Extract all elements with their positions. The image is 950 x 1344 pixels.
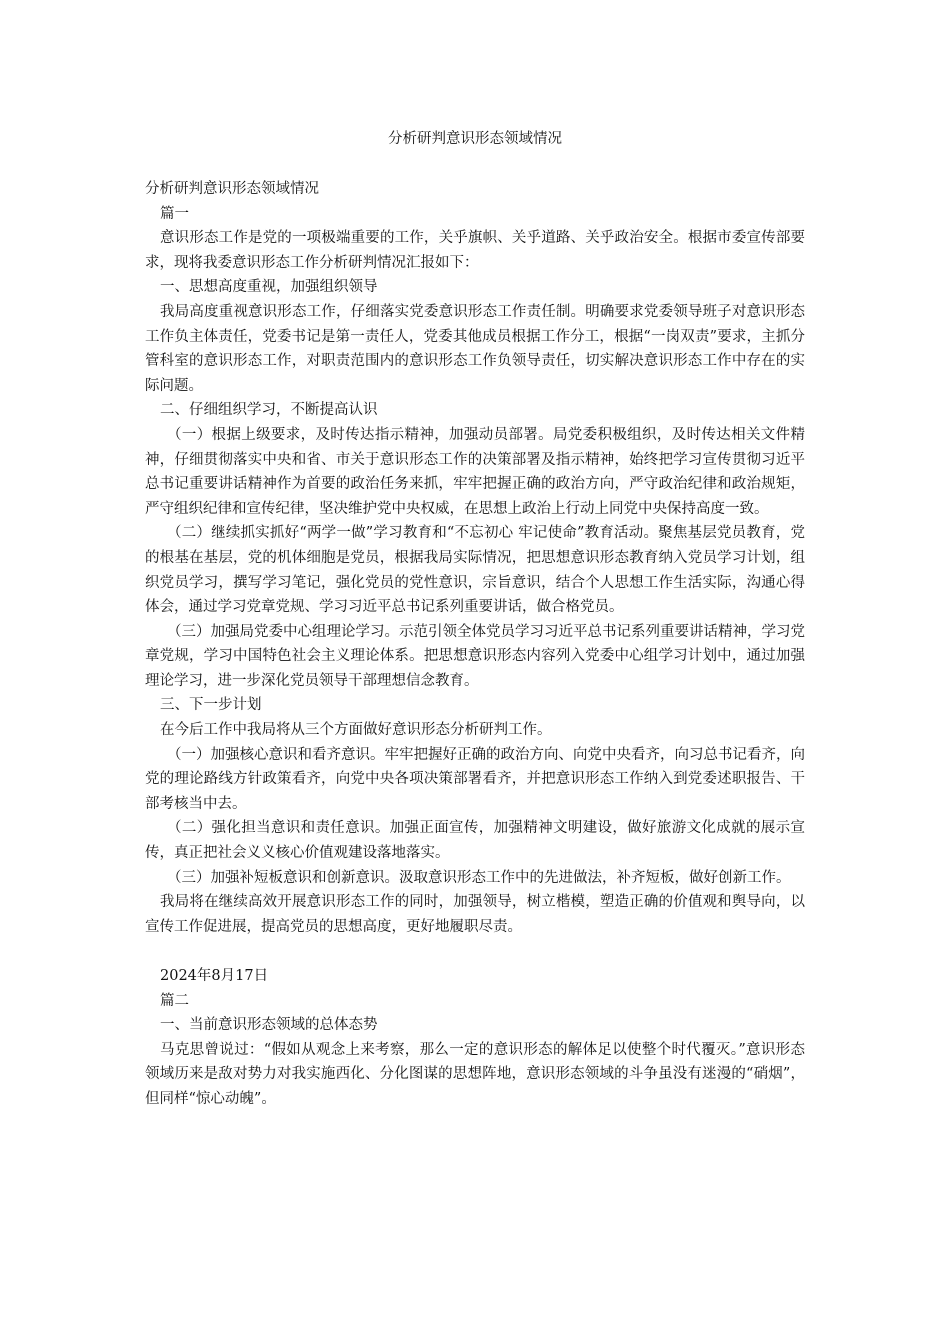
document-date: 2024年8月17日 [160, 968, 269, 984]
document-body [145, 177, 805, 1112]
section-heading: 二、仔细组织学习，不断提高认识 [160, 402, 378, 419]
paragraph: 马克思曾说过：“假如从观念上来考察，那么一定的意识形态的解体足以使整个时代覆灭。”意识形态领域历来是敌对势力对我实施西化、分化图谋的思想阵地，意识形态领域的斗争虽没有迷漫的“硝烟”，但同样“惊心动魄”。 [145, 1041, 805, 1107]
section-heading: 三、下一步计划 [160, 697, 262, 714]
section-heading: 一、当前意识形态领域的总体态势 [160, 1017, 378, 1034]
paragraph: 我局高度重视意识形态工作，仔细落实党委意识形态工作责任制。明确要求党委领导班子对意识形态工作负主体责任，党委书记是第一责任人，党委其他成员根据工作分工，根据“一岗双责”要求，主抓分管科室的意识形态工作，对职责范围内的意识形态工作负领导责任，切实解决意识形态工作中存在的实际问题。 [145, 303, 805, 394]
paragraph: 在今后工作中我局将从三个方面做好意识形态分析研判工作。 [160, 722, 552, 739]
paragraph: 意识形态工作是党的一项极端重要的工作，关乎旗帜、关乎道路、关乎政治安全。根据市委宣传部要求，现将我委意识形态工作分析研判情况汇报如下： [145, 230, 805, 271]
part-label: 篇一 [160, 205, 189, 222]
paragraph: （二）强化担当意识和责任意识。加强正面宣传，加强精神文明建设，做好旅游文化成就的展示宣传，真正把社会义义核心价值观建设落地落实。 [145, 820, 805, 862]
document-subtitle: 分析研判意识形态领域情况 [145, 181, 319, 197]
paragraph: 我局将在继续高效开展意识形态工作的同时，加强领导，树立楷模，塑造正确的价值观和舆导向，以宣传工作促进展，提高党员的思想高度，更好地履职尽责。 [145, 894, 805, 935]
paragraph: （三）加强补短板意识和创新意识。汲取意识形态工作中的先进做法，补齐短板，做好创新工作。 [167, 869, 791, 886]
paragraph: （一）根据上级要求，及时传达指示精神，加强动员部署。局党委积极组织，及时传达相关文件精神，仔细贯彻落实中央和省、市关于意识形态工作的决策部署及指示精神，始终把学习宣传贯彻习近平总书记重要讲话精神作为首要的政治任务来抓，牢牢把握正确的政治方向，严守政治纪律和政治规矩，严守组织纪律和宣传纪律，坚决维护党中央权威，在思想上政治上行动上同党中央保持高度一致。 [145, 426, 805, 517]
part-label: 篇二 [160, 992, 189, 1009]
document-title: 分析研判意识形态领域情况 [388, 131, 562, 147]
section-heading: 一、思想高度重视，加强组织领导 [160, 279, 378, 296]
paragraph: （一）加强核心意识和看齐意识。牢牢把握好正确的政治方向、向党中央看齐，向习总书记看齐，向党的理论路线方针政策看齐，向党中央各项决策部署看齐，并把意识形态工作纳入到党委述职报告、干部考核当中去。 [145, 746, 805, 812]
spacer [145, 939, 805, 964]
paragraph: （三）加强局党委中心组理论学习。示范引领全体党员学习习近平总书记系列重要讲话精神，学习党章党规，学习中国特色社会主义理论体系。把思想意识形态内容列入党委中心组学习计划中，通过加强理论学习，进一步深化党员领导干部理想信念教育。 [145, 623, 805, 689]
paragraph: （二）继续抓实抓好“两学一做”学习教育和“不忘初心 牢记使命”教育活动。聚焦基层党员教育，党的根基在基层，党的机体细胞是党员，根据我局实际情况，把思想意识形态教育纳入党员学习计划，组织党员学习，撰写学习笔记，强化党员的党性意识，宗旨意识，结合个人思想工作生活实际，沟通心得体会，通过学习党章党规、学习习近平总书记系列重要讲话，做合格党员。 [145, 525, 805, 616]
